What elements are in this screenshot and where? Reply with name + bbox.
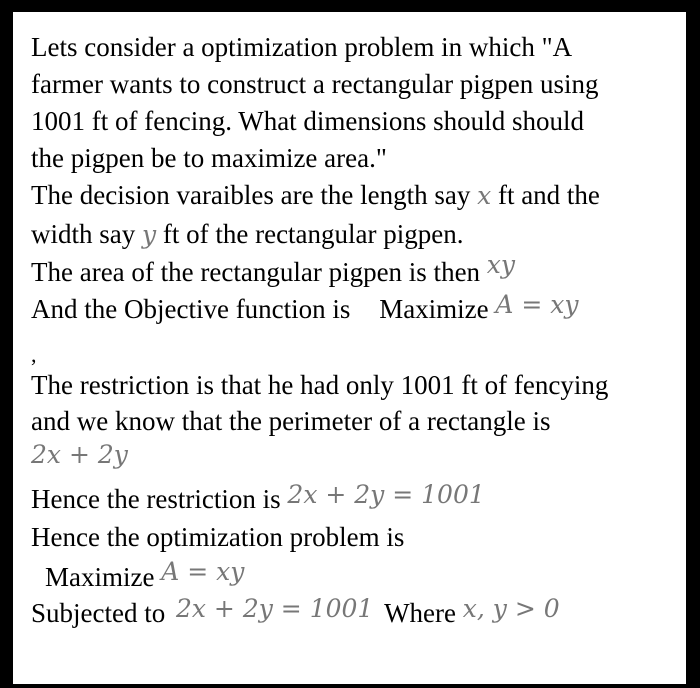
where-label: Where [384,598,457,628]
text-line-13 [31,480,485,515]
text-line-4: the pigpen be to maximize area." [31,143,387,173]
line-13-text: Hence the restriction is [31,484,281,514]
math-var-x: x [477,181,492,210]
text-line-15 [45,557,245,593]
line-8-text: And the Objective function is [31,294,351,324]
text-line-1: Lets consider a optimization problem in which "A [31,32,573,62]
text-line-2: farmer wants to construct a rectangular pigpen using [31,69,599,99]
stray-comma: , [31,342,37,367]
text-line-8 [31,290,579,325]
objective-expr: A = xy [495,290,579,319]
line-6-text: width say [31,219,136,249]
text-line-3: 1001 ft of fencing. What dimensions should should [31,106,584,136]
text-line-5 [31,180,600,211]
text-line-11: and we know that the perimeter of a rectangle is [31,406,551,436]
restriction-expr: 2x + 2y = 1001 [287,480,485,509]
perimeter-expr: 2x + 2y [31,440,128,469]
text-line-16 [31,594,560,629]
document-page [13,12,686,684]
text-line-6 [31,219,464,250]
text-line-7 [31,250,516,288]
maximize-label-2: Maximize [45,562,155,592]
math-expr-xy: xy [486,250,516,279]
line-6-tail: ft of the rectangular pigpen. [162,219,464,249]
text-line-14: Hence the optimization problem is [31,522,405,552]
subjected-to-label: Subjected to [31,598,166,628]
math-var-y: y [142,220,157,249]
positivity-expr: x, y > 0 [462,594,560,623]
maximize-label: Maximize [379,294,489,324]
constraint-expr: 2x + 2y = 1001 [175,594,374,623]
line-5-tail: ft and the [497,180,600,210]
line-7-text: The area of the rectangular pigpen is then [31,257,481,287]
objective-expr-2: A = xy [161,557,245,586]
line-5-text: The decision varaibles are the length say [31,180,471,210]
text-line-10: The restriction is that he had only 1001 ft of fencying [31,370,609,400]
